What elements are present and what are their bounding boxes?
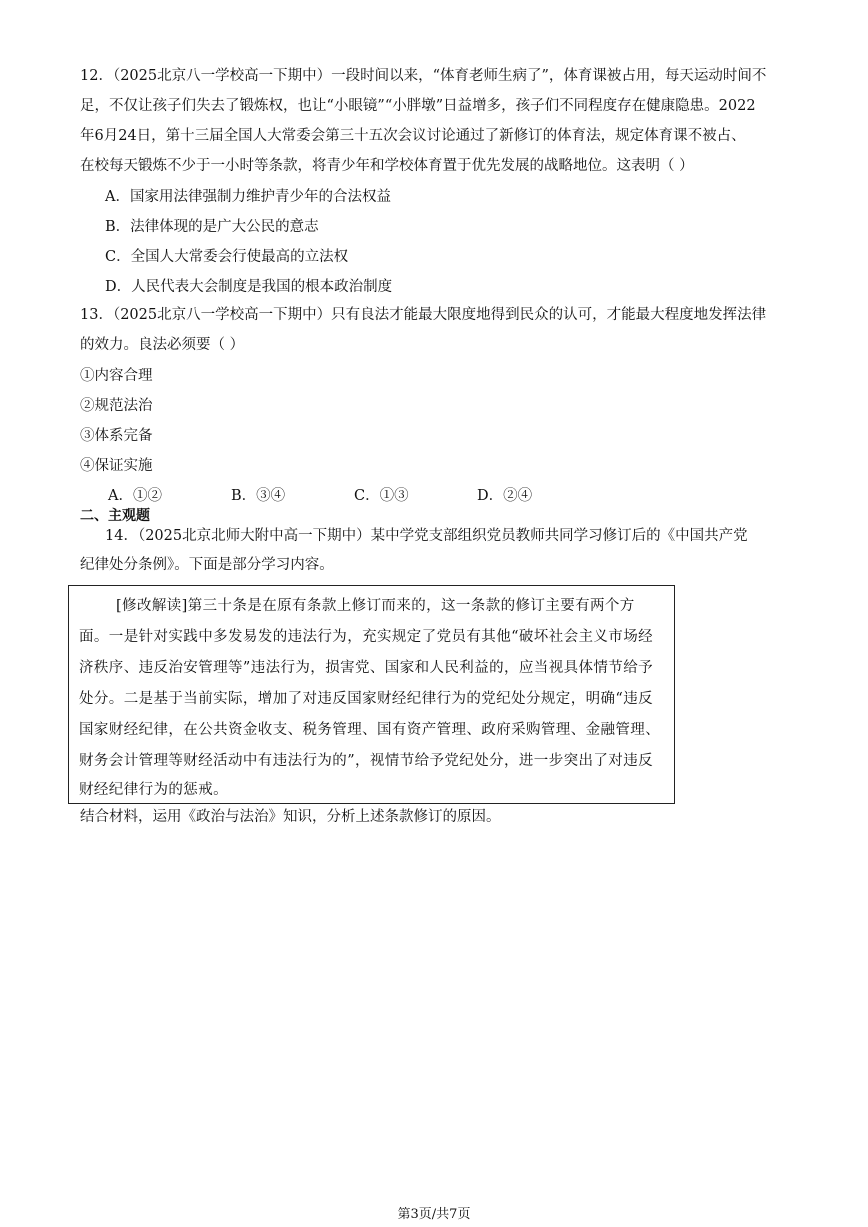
material-line-7: 财经纪律行为的惩戒。	[79, 782, 228, 798]
q14-prompt: 结合材料，运用《政治与法治》知识，分析上述条款修订的原因。	[80, 809, 501, 825]
material-line-3: 济秩序、违反治安管理等”违法行为，损害党、国家和人民利益的，应当视具体情节给予	[79, 660, 654, 676]
q12-option-a: A．国家用法律强制力维护青少年的合法权益	[105, 189, 391, 205]
q12-option-d: D．人民代表大会制度是我国的根本政治制度	[105, 279, 393, 295]
q13-choice-c: C．①③	[354, 488, 409, 504]
material-line-6: 财务会计管理等财经活动中有违法行为的”，视情节给予党纪处分，进一步突出了对违反	[79, 753, 654, 769]
q13-item-4: ④保证实施	[80, 458, 153, 474]
q12-stem-line-3: 年6月24日，第十三届全国人大常委会第三十五次会议讨论通过了新修订的体育法，规定体育课不被占、	[80, 128, 746, 144]
q14-stem-line-2: 纪律处分条例》。下面是部分学习内容。	[80, 557, 334, 573]
q13-choice-b: B．③④	[231, 488, 286, 504]
q14-stem-line-1: 14．（2025北京北师大附中高一下期中）某中学党支部组织党员教师共同学习修订后的《中国共产党	[105, 528, 748, 544]
q12-stem-line-1: 12．（2025北京八一学校高一下期中）一段时间以来，“体育老师生病了”，体育课被占用，每天运动时间不	[80, 68, 767, 84]
q13-stem-line-1: 13．（2025北京八一学校高一下期中）只有良法才能最大限度地得到民众的认可，才能最大程度地发挥法律	[80, 307, 767, 323]
page-number: 第3页/共7页	[397, 1207, 471, 1222]
section-title: 二、主观题	[80, 508, 150, 524]
material-line-4: 处分。二是基于当前实际，增加了对违反国家财经纪律行为的党纪处分规定，明确“违反	[79, 691, 654, 707]
q12-stem-line-2: 足，不仅让孩子们失去了锻炼权，也让“小眼镜”“小胖墩”日益增多，孩子们不同程度存在健康隐患。2022	[80, 98, 756, 114]
q12-stem-line-4: 在校每天锻炼不少于一小时等条款，将青少年和学校体育置于优先发展的战略地位。这表明（ ）	[80, 158, 694, 174]
q13-stem-line-2: 的效力。良法必须要（ ）	[80, 337, 245, 353]
material-line-2: 面。一是针对实践中多发易发的违法行为，充实规定了党员有其他“破坏社会主义市场经	[79, 629, 654, 645]
material-line-5: 国家财经纪律，在公共资金收支、税务管理、国有资产管理、政府采购管理、金融管理、	[79, 722, 661, 738]
material-line-1: [修改解读]第三十条是在原有条款上修订而来的，这一条款的修订主要有两个方	[116, 598, 635, 614]
q13-item-3: ③体系完备	[80, 428, 153, 444]
q13-item-1: ①内容合理	[80, 368, 153, 384]
q13-item-2: ②规范法治	[80, 398, 153, 414]
q12-option-c: C．全国人大常委会行使最高的立法权	[105, 249, 349, 265]
q13-choice-a: A．①②	[108, 488, 162, 504]
q12-option-b: B．法律体现的是广大公民的意志	[105, 219, 319, 235]
material-box	[68, 585, 675, 804]
q13-choice-d: D．②④	[477, 488, 533, 504]
